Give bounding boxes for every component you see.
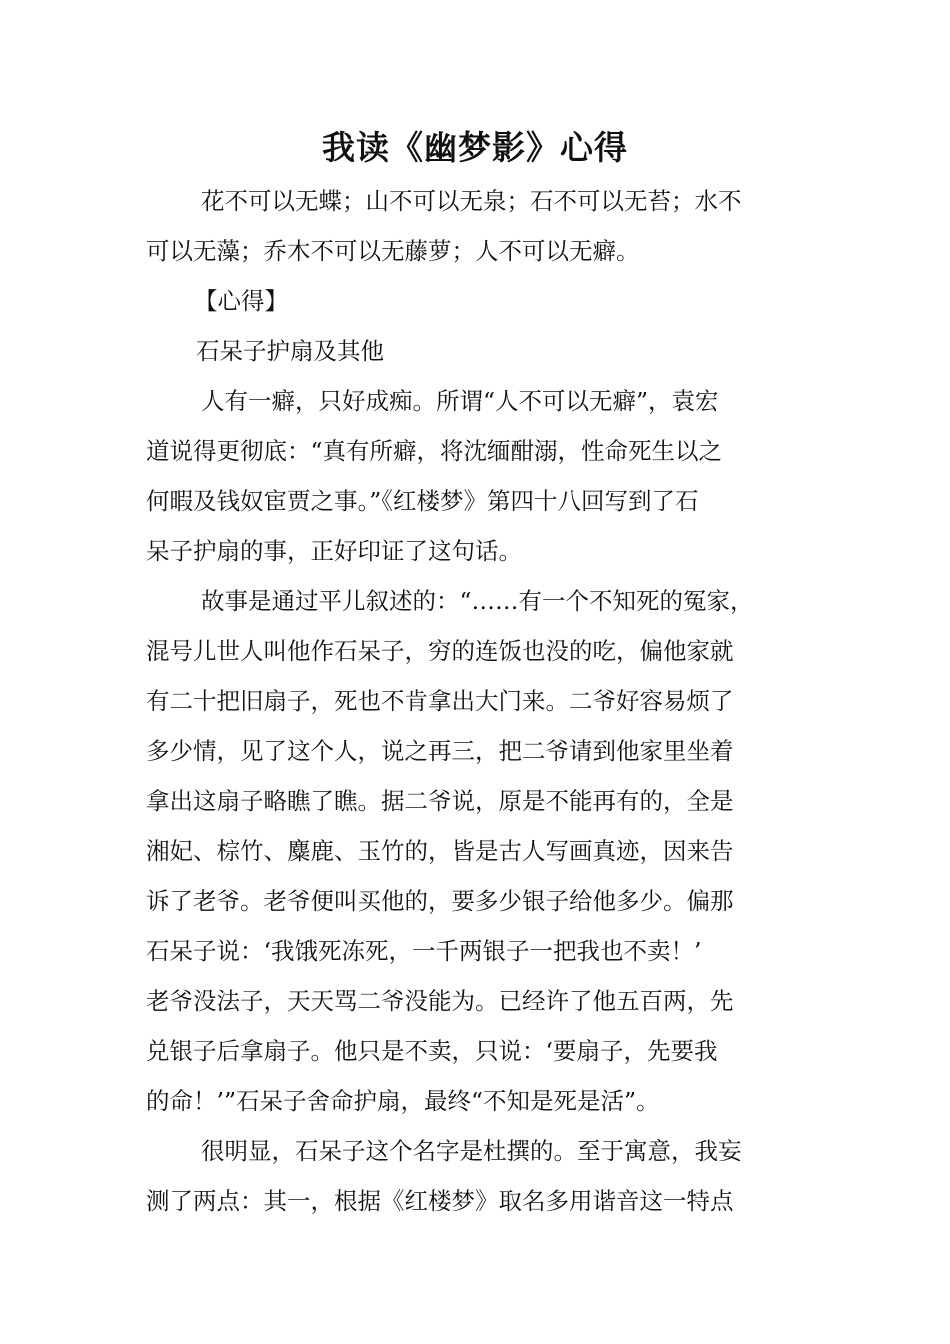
- text-line: 老爷没法子，天天骂二爷没能为。已经许了他五百两，先: [146, 987, 734, 1015]
- section-heading: 【心得】: [194, 287, 288, 315]
- text-line: 的命！’”石呆子舍命护扇，最终“不知是死是活”。: [146, 1087, 660, 1115]
- text-line: 有二十把旧扇子，死也不肯拿出大门来。二爷好容易烦了: [146, 687, 734, 715]
- paragraph: [146, 176, 810, 276]
- paragraph: [146, 376, 810, 576]
- text-line: 诉了老爷。老爷便叫买他的，要多少银子给他多少。偏那: [146, 887, 734, 915]
- text-line: 兑银子后拿扇子。他只是不卖，只说：‘要扇子，先要我: [146, 1037, 718, 1065]
- paragraph: [146, 1126, 810, 1226]
- text-line: 很明显，石呆子这个名字是杜撰的。至于寓意，我妄: [201, 1137, 742, 1165]
- paragraph: [146, 576, 810, 1126]
- text-line: 拿出这扇子略瞧了瞧。据二爷说，原是不能再有的，全是: [146, 787, 734, 815]
- text-line: 何暇及钱奴宦贾之事。”《红楼梦》第四十八回写到了石: [146, 487, 699, 515]
- text-line: 多少情，见了这个人，说之再三，把二爷请到他家里坐着: [146, 737, 734, 765]
- text-line: 石呆子说：‘我饿死冻死，一千两银子一把我也不卖！’: [146, 937, 702, 965]
- text-line: 人有一癖，只好成痴。所谓“人不可以无癖”，袁宏: [201, 387, 719, 415]
- text-line: 道说得更彻底：“真有所癖，将沈缅酣溺，性命死生以之: [146, 437, 723, 465]
- paragraph: [146, 326, 810, 376]
- text-line: 故事是通过平儿叙述的：“……有一个不知死的冤家，: [201, 587, 754, 615]
- text-line: 花不可以无蝶；山不可以无泉；石不可以无苔；水不: [201, 187, 742, 215]
- text-line: 湘妃、棕竹、麋鹿、玉竹的，皆是古人写画真迹，因来告: [146, 837, 734, 865]
- text-line: 混号儿世人叫他作石呆子，穷的连饭也没的吃，偏他家就: [146, 637, 734, 665]
- text-line: 测了两点：其一，根据《红楼梦》取名多用谐音这一特点: [146, 1187, 734, 1215]
- paragraph: [146, 276, 810, 326]
- document-body: [146, 176, 810, 1226]
- text-line: 可以无藻；乔木不可以无藤萝；人不可以无癖。: [146, 237, 640, 265]
- document-title: 我读《幽梦影》心得: [322, 128, 628, 167]
- subsection-title: 石呆子护扇及其他: [196, 337, 384, 365]
- text-line: 呆子护扇的事，正好印证了这句话。: [146, 537, 522, 565]
